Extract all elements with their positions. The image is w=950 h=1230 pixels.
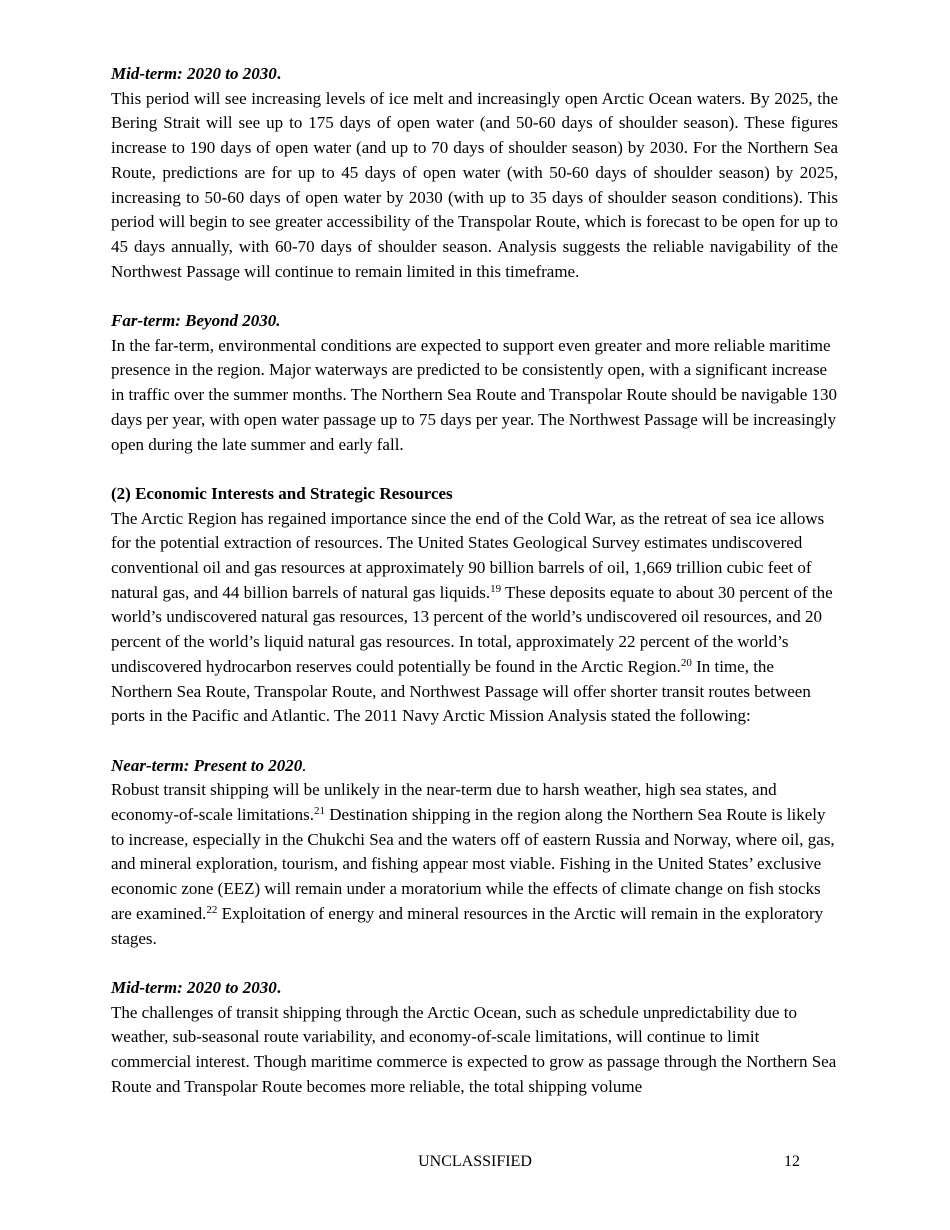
- heading-period: .: [276, 977, 281, 997]
- section-heading: [111, 62, 838, 87]
- section-paragraph: In the far-term, environmental conditions are expected to support even greater and more reliable maritime presence in the region. Major waterways are predicted to be consistently open, with a significant increase in traffic over the summer months. The Northern Sea Route and Transpolar Route should be navigable 130 days per year, with open water passage up to 75 days per year. The Northwest Passage will be increasingly open during the late summer and early fall.: [111, 335, 837, 454]
- section-paragraph: The challenges of transit shipping through the Arctic Ocean, such as schedule unpredictability due to weather, sub-seasonal route variability, and economy-of-scale limitations, will continue to limit commercial interest. Though maritime commerce is expected to grow as passage through the Northern Sea Route and Transpolar Route becomes more reliable, the total shipping volume: [111, 1002, 837, 1096]
- paragraph-text: The Arctic Region has regained importance since the end of the Cold War, as the retreat of sea ice allows for the potential extraction of resources. The United States Geological Survey estimates undiscovered conventional oil and gas resources at approximately 90 billion barrels of oil, 1,669 trillion cubic feet of natural gas, and 44 billion barrels of natural gas liquids.: [111, 508, 825, 602]
- heading-text: Mid-term: 2020 to 2030: [111, 977, 277, 997]
- footnote-ref: 21: [314, 805, 325, 818]
- section-heading: [111, 754, 838, 779]
- section-paragraph: [111, 507, 838, 729]
- paragraph-text: Destination shipping in the region along the Northern Sea Route is likely to increase, especially in the Chukchi Sea and the waters off of eastern Russia and Norway, where oil, gas, and mineral exploration, tourism, and fishing appear most viable. Fishing in the United States’ exclusive economic zone (EEZ) will remain under a moratorium while the effects of climate change on fish stocks are examined.: [111, 805, 835, 923]
- section-heading: [111, 976, 838, 1001]
- paragraph-text: In time, the Northern Sea Route, Transpolar Route, and Northwest Passage will offer shorter transit routes between ports in the Pacific and Atlantic. The 2011 Navy Arctic Mission Analysis stated the following:: [111, 656, 811, 726]
- footnote-ref: 19: [490, 582, 502, 595]
- document-page: [111, 62, 838, 1124]
- heading-text: Near-term: Present to 2020: [111, 755, 303, 775]
- classification-marking: UNCLASSIFIED: [418, 1153, 532, 1170]
- section-paragraph: This period will see increasing levels of ice melt and increasingly open Arctic Ocean waters. By 2025, the Bering Strait will see up to 175 days of open water (and 50-60 days of shoulder season). These figures increase to 190 days of open water (and up to 70 days of shoulder season) by 2030. For the Northern Sea Route, predictions are for up to 45 days of open water (with 50-60 days of shoulder season) by 2025, increasing to 50-60 days of open water by 2030 (with up to 35 days of shoulder season conditions). This period will begin to see greater accessibility of the Transpolar Route, which is forecast to be open for up to 45 days annually, with 60-70 days of shoulder season. Analysis suggests the reliable navigability of the Northwest Passage will continue to remain limited in this timeframe.: [111, 88, 838, 281]
- page-number: 12: [784, 1153, 800, 1170]
- paragraph-text: Robust transit shipping will be unlikely in the near-term due to harsh weather, high sea states, and economy-of-scale limitations.: [111, 780, 777, 825]
- section-near-term: [111, 754, 838, 952]
- section-mid-term-1: [111, 62, 838, 284]
- heading-text: Mid-term: 2020 to 2030: [111, 64, 277, 83]
- section-economic-interests: [111, 482, 838, 729]
- section-far-term: [111, 309, 838, 457]
- section-heading: (2) Economic Interests and Strategic Resources: [111, 483, 453, 503]
- footnote-ref: 20: [680, 656, 692, 669]
- section-heading: Far-term: Beyond 2030.: [111, 311, 281, 331]
- heading-period: .: [302, 755, 307, 775]
- section-mid-term-2: [111, 976, 838, 1100]
- heading-period: .: [276, 64, 281, 83]
- section-paragraph: [111, 778, 838, 951]
- paragraph-text: Exploitation of energy and mineral resources in the Arctic will remain in the exploratory stages.: [111, 903, 824, 948]
- footnote-ref: 22: [206, 903, 218, 916]
- page-footer: [0, 1153, 950, 1175]
- paragraph-text: These deposits equate to about 30 percent of the world’s undiscovered natural gas resources, 13 percent of the world’s undiscovered oil resources, and 20 percent of the world’s liquid natural gas resources. In total, approximately 22 percent of the world’s undiscovered hydrocarbon reserves could potentially be found in the Arctic Region.: [111, 582, 833, 676]
